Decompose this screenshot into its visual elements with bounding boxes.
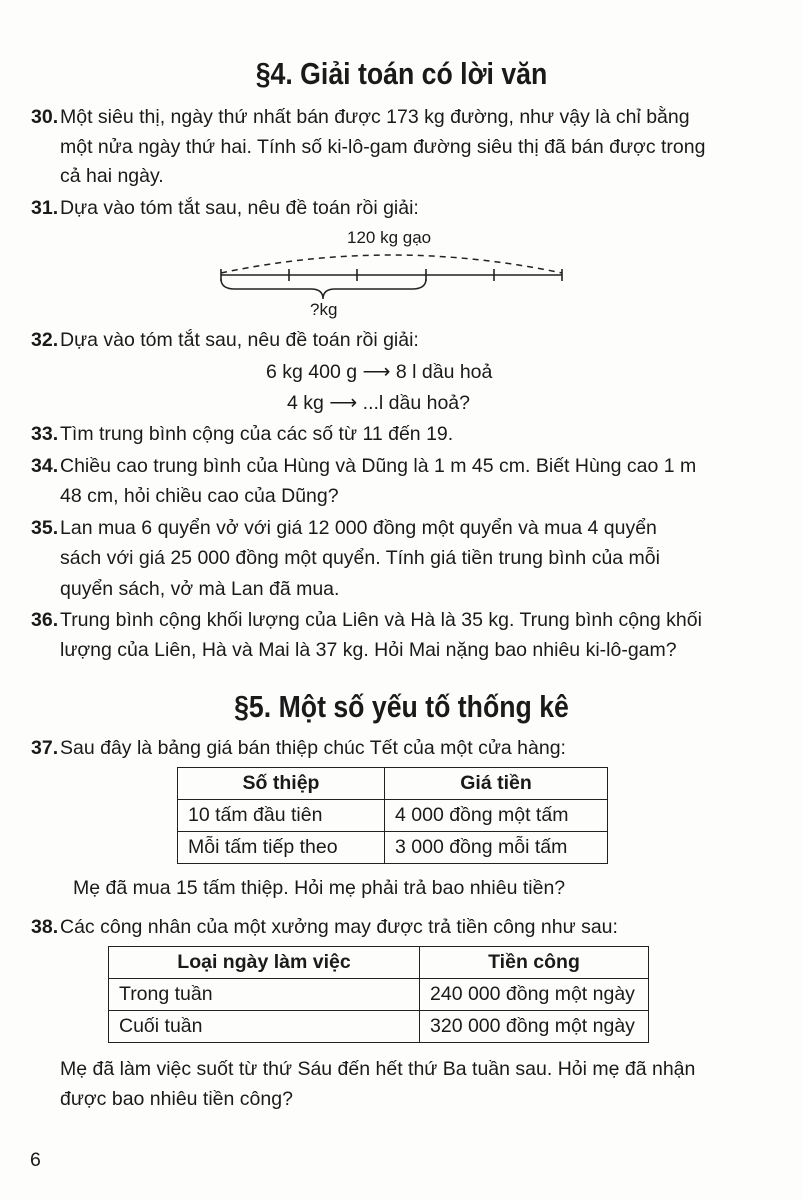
table-row: [178, 832, 608, 864]
card-price-table: [177, 767, 608, 864]
table-header: Giá tiền: [385, 768, 608, 800]
problem-38-line: Mẹ đã làm việc suốt từ thứ Sáu đến hết thứ Ba tuần sau. Hỏi mẹ đã nhận: [60, 1058, 696, 1080]
problem-32-number: 32.: [31, 329, 59, 351]
problem-36-number: 36.: [31, 609, 59, 631]
problem-37-question: Mẹ đã mua 15 tấm thiệp. Hỏi mẹ phải trả bao nhiêu tiền?: [73, 877, 566, 899]
page-number: 6: [30, 1149, 41, 1171]
problem-34-number: 34.: [31, 455, 59, 477]
table-row: [109, 979, 649, 1011]
problem-37-text: Sau đây là bảng giá bán thiệp chúc Tết của một cửa hàng:: [60, 737, 566, 759]
diagram-part-label: ?kg: [310, 300, 338, 319]
diagram-total-label: 120 kg gạo: [347, 228, 432, 247]
problem-30-line: Một siêu thị, ngày thứ nhất bán được 173 kg đường, như vậy là chỉ bằng: [60, 106, 690, 128]
problem-31-text: Dựa vào tóm tắt sau, nêu đề toán rồi giải:: [60, 197, 419, 219]
section-4-title: §4. Giải toán có lời văn: [255, 56, 548, 91]
problem-38-text: Các công nhân của một xưởng may được trả tiền công như sau:: [60, 916, 618, 938]
problem-32-row-2: 4 kg ⟶ ...l dầu hoả?: [287, 392, 470, 414]
problem-35-line: quyển sách, vở mà Lan đã mua.: [60, 578, 340, 600]
table-header: Số thiệp: [178, 768, 385, 800]
problem-35-line: sách với giá 25 000 đồng một quyển. Tính giá tiền trung bình của mỗi: [60, 547, 660, 569]
table-cell: 3 000 đồng mỗi tấm: [385, 832, 608, 864]
problem-32-text: Dựa vào tóm tắt sau, nêu đề toán rồi giải:: [60, 329, 419, 351]
problem-30-line: cả hai ngày.: [60, 165, 164, 187]
problem-35-line: Lan mua 6 quyển vở với giá 12 000 đồng một quyển và mua 4 quyển: [60, 517, 657, 539]
total-dashed-arc: [221, 255, 562, 273]
table-cell: Mỗi tấm tiếp theo: [178, 832, 385, 864]
table-header: Loại ngày làm việc: [109, 947, 420, 979]
table-cell: Trong tuần: [109, 979, 420, 1011]
table-cell: 10 tấm đầu tiên: [178, 800, 385, 832]
problem-37-number: 37.: [31, 737, 59, 759]
section-5-title: §5. Một số yếu tố thống kê: [234, 689, 569, 724]
problem-38-number: 38.: [31, 916, 59, 938]
problem-38-line: được bao nhiêu tiền công?: [60, 1088, 293, 1110]
problem-34-line: Chiều cao trung bình của Hùng và Dũng là 1 m 45 cm. Biết Hùng cao 1 m: [60, 455, 697, 477]
problem-34-line: 48 cm, hỏi chiều cao của Dũng?: [60, 485, 339, 507]
problem-31-number: 31.: [31, 197, 59, 219]
table-cell: 4 000 đồng một tấm: [385, 800, 608, 832]
problem-36-line: Trung bình cộng khối lượng của Liên và Hà là 35 kg. Trung bình cộng khối: [60, 609, 702, 631]
problem-30-line: một nửa ngày thứ hai. Tính số ki-lô-gam đường siêu thị đã bán được trong: [60, 136, 706, 158]
wage-table: [108, 946, 649, 1043]
segment-diagram: [215, 245, 570, 305]
table-cell: Cuối tuần: [109, 1011, 420, 1043]
problem-33-text: Tìm trung bình cộng của các số từ 11 đến 19.: [60, 423, 454, 445]
table-cell: 240 000 đồng một ngày: [420, 979, 649, 1011]
problem-35-number: 35.: [31, 517, 59, 539]
problem-33-number: 33.: [31, 423, 59, 445]
table-row: [109, 1011, 649, 1043]
problem-32-row-1: 6 kg 400 g ⟶ 8 l dầu hoả: [266, 361, 493, 383]
part-brace: [221, 279, 426, 299]
table-cell: 320 000 đồng một ngày: [420, 1011, 649, 1043]
problem-30-number: 30.: [31, 106, 59, 128]
problem-36-line: lượng của Liên, Hà và Mai là 37 kg. Hỏi Mai nặng bao nhiêu ki-lô-gam?: [60, 639, 677, 661]
table-header: Tiền công: [420, 947, 649, 979]
table-row: [178, 800, 608, 832]
